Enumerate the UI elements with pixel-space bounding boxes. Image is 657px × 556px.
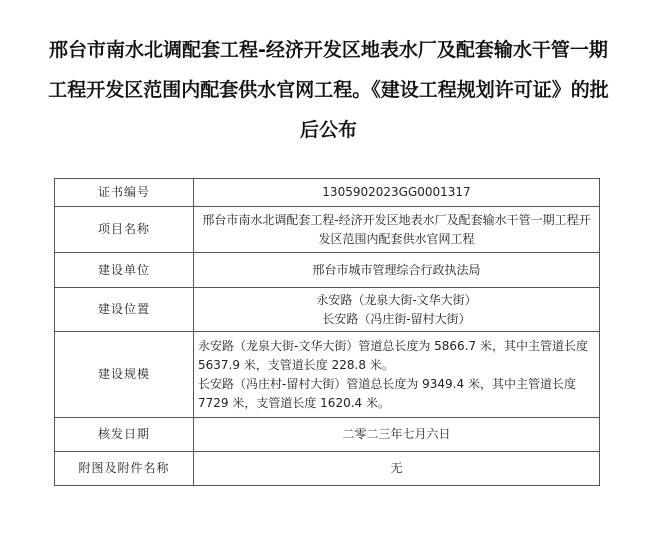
- value-construction-unit: [194, 253, 600, 288]
- value-issue-date: [194, 418, 600, 452]
- value-construction-location: [194, 288, 600, 332]
- value-attachments: [194, 452, 600, 486]
- table-row-project-name: [55, 207, 600, 253]
- location-line-yongan-road: 永安路（龙泉大街-文华大街）: [316, 292, 477, 307]
- scale-paragraph-yongan-road: 永安路（龙泉大街-文华大街）管道总长度为 5866.7 米，其中主管道长度 5637.9 米，支管道长度 228.8 米。: [198, 338, 588, 372]
- permit-table: [54, 178, 600, 486]
- label-construction-scale: 建设规模: [55, 332, 194, 418]
- label-project-name: 项目名称: [55, 207, 194, 253]
- issue-date-text: 二零二三年七月六日: [342, 427, 451, 441]
- project-name-text: 邢台市南水北调配套工程-经济开发区地表水厂及配套输水干管一期工程开发区范围内配套供水官网工程: [202, 212, 591, 246]
- label-attachments: 附图及附件名称: [55, 452, 194, 486]
- scale-paragraph-changan-road: 长安路（冯庄村-留村大街）管道总长度为 9349.4 米，其中主管道长度 7729 米，支管道长度 1620.4 米。: [198, 376, 576, 410]
- table-row-construction-scale: [55, 332, 600, 418]
- page-title: 邢台市南水北调配套工程-经济开发区地表水厂及配套输水干管一期工程开发区范围内配套供水官网工程。《建设工程规划许可证》的批后公布: [48, 39, 609, 141]
- table-row-construction-location: [55, 288, 600, 332]
- value-project-name: [194, 207, 600, 253]
- label-issue-date: 核发日期: [55, 418, 194, 452]
- table-row-certificate-number: [55, 179, 600, 207]
- table-row-issue-date: [55, 418, 600, 452]
- table-row-construction-unit: [55, 253, 600, 288]
- label-certificate-number: 证书编号: [55, 179, 194, 207]
- certificate-number-text: 1305902023GG0001317: [322, 185, 471, 199]
- value-construction-scale: [194, 332, 600, 418]
- label-construction-location: 建设位置: [55, 288, 194, 332]
- construction-unit-text: 邢台市城市管理综合行政执法局: [312, 262, 481, 277]
- location-line-changan-road: 长安路（冯庄街-留村大街）: [322, 311, 471, 326]
- table-row-attachments: [55, 452, 600, 486]
- label-construction-unit: 建设单位: [55, 253, 194, 288]
- value-certificate-number: [194, 179, 600, 207]
- attachments-text: 无: [390, 461, 403, 475]
